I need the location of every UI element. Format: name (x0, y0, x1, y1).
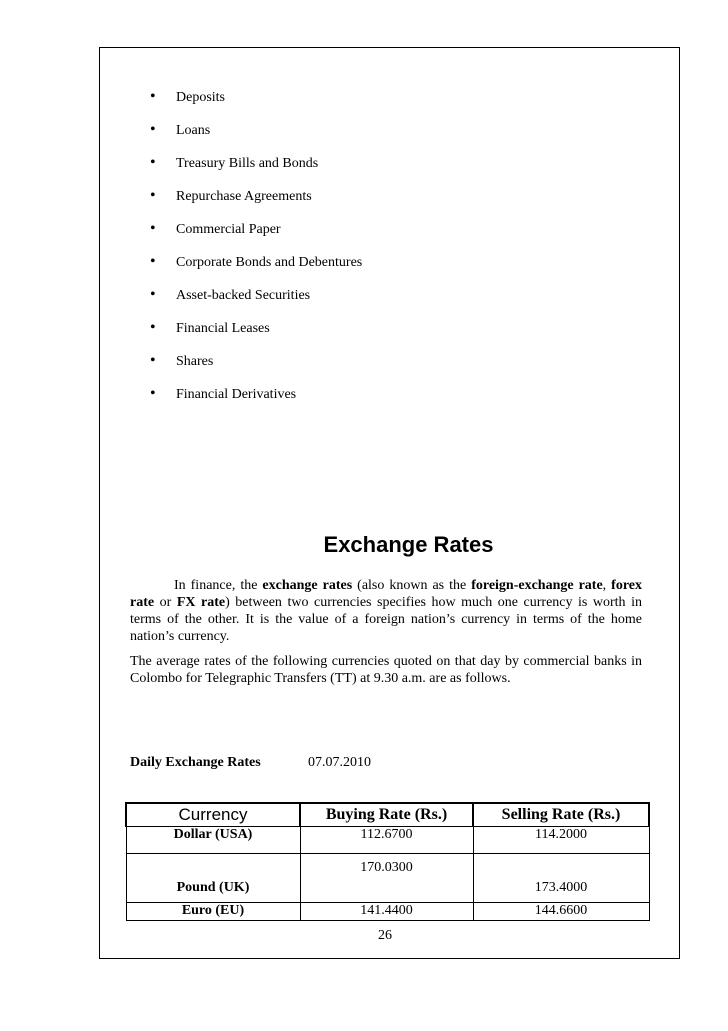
list-item (150, 320, 270, 337)
section-title: Exchange Rates (323, 532, 494, 557)
list-item-text: Commercial Paper (176, 222, 281, 237)
buying-rate-cell: 112.6700 (300, 827, 473, 854)
header-currency: Currency (126, 803, 300, 827)
rates-paragraph: The average rates of the following currencies quoted on that day by commercial banks in Colombo for Telegraphic Transfers (TT) at 9.30 a.m. are as follows. (130, 654, 642, 686)
buying-rate-cell: 141.4400 (300, 903, 473, 921)
term-fx-rate: FX rate (176, 595, 226, 610)
bullet-icon: • (150, 352, 156, 369)
intro-paragraph: In finance, the exchange rates (also known as the foreign-exchange rate, forex rate or FX rate) between two currencies specifies how much one currency is worth in terms of the other. It is the value of a foreign nation’s currency in terms of the home nation’s currency. (130, 578, 643, 644)
selling-rate-cell: 144.6600 (473, 903, 649, 921)
list-item-text: Shares (176, 354, 214, 369)
header-buying-rate: Buying Rate (Rs.) (300, 803, 473, 827)
bullet-icon: • (150, 88, 156, 105)
list-item (150, 188, 312, 205)
page-number: 26 (378, 928, 392, 943)
list-item-text: Deposits (176, 90, 225, 105)
table-row (126, 827, 649, 854)
table-row (126, 903, 649, 921)
list-item (150, 386, 296, 403)
list-item (150, 287, 310, 304)
currency-cell: Pound (UK) (126, 854, 300, 903)
list-item-text: Corporate Bonds and Debentures (176, 255, 363, 270)
list-item (150, 221, 281, 238)
list-item (150, 353, 213, 370)
daily-rates-label: Daily Exchange Rates (130, 755, 261, 770)
header-selling-rate: Selling Rate (Rs.) (473, 803, 649, 827)
bullet-icon: • (150, 286, 156, 303)
table-header-row (126, 803, 649, 827)
list-item (150, 254, 362, 271)
daily-rates-date: 07.07.2010 (308, 755, 371, 770)
list-item (150, 155, 318, 172)
bullet-icon: • (150, 253, 156, 270)
selling-rate-cell: 173.4000 (473, 854, 649, 903)
term-foreign-exchange-rate: foreign-exchange rate (471, 578, 603, 593)
selling-rate-cell: 114.2000 (473, 827, 649, 854)
currency-cell: Euro (EU) (126, 903, 300, 921)
exchange-rates-table (125, 802, 650, 921)
bullet-icon: • (150, 319, 156, 336)
bullet-icon: • (150, 154, 156, 171)
list-item-text: Asset-backed Securities (176, 288, 311, 303)
list-item (150, 122, 210, 139)
buying-rate-cell: 170.0300 (300, 854, 473, 903)
list-item (150, 89, 225, 106)
term-exchange-rates: exchange rates (262, 578, 353, 593)
bullet-icon: • (150, 187, 156, 204)
list-item-text: Treasury Bills and Bonds (176, 156, 319, 171)
bullet-icon: • (150, 385, 156, 402)
list-item-text: Financial Leases (176, 321, 270, 336)
term-forex-rate: forex rate (130, 578, 643, 610)
list-item-text: Financial Derivatives (176, 387, 297, 402)
bullet-icon: • (150, 121, 156, 138)
list-item-text: Repurchase Agreements (176, 189, 312, 204)
table-row (126, 854, 649, 903)
list-item-text: Loans (176, 123, 211, 138)
bullet-icon: • (150, 220, 156, 237)
currency-cell: Dollar (USA) (126, 827, 300, 854)
